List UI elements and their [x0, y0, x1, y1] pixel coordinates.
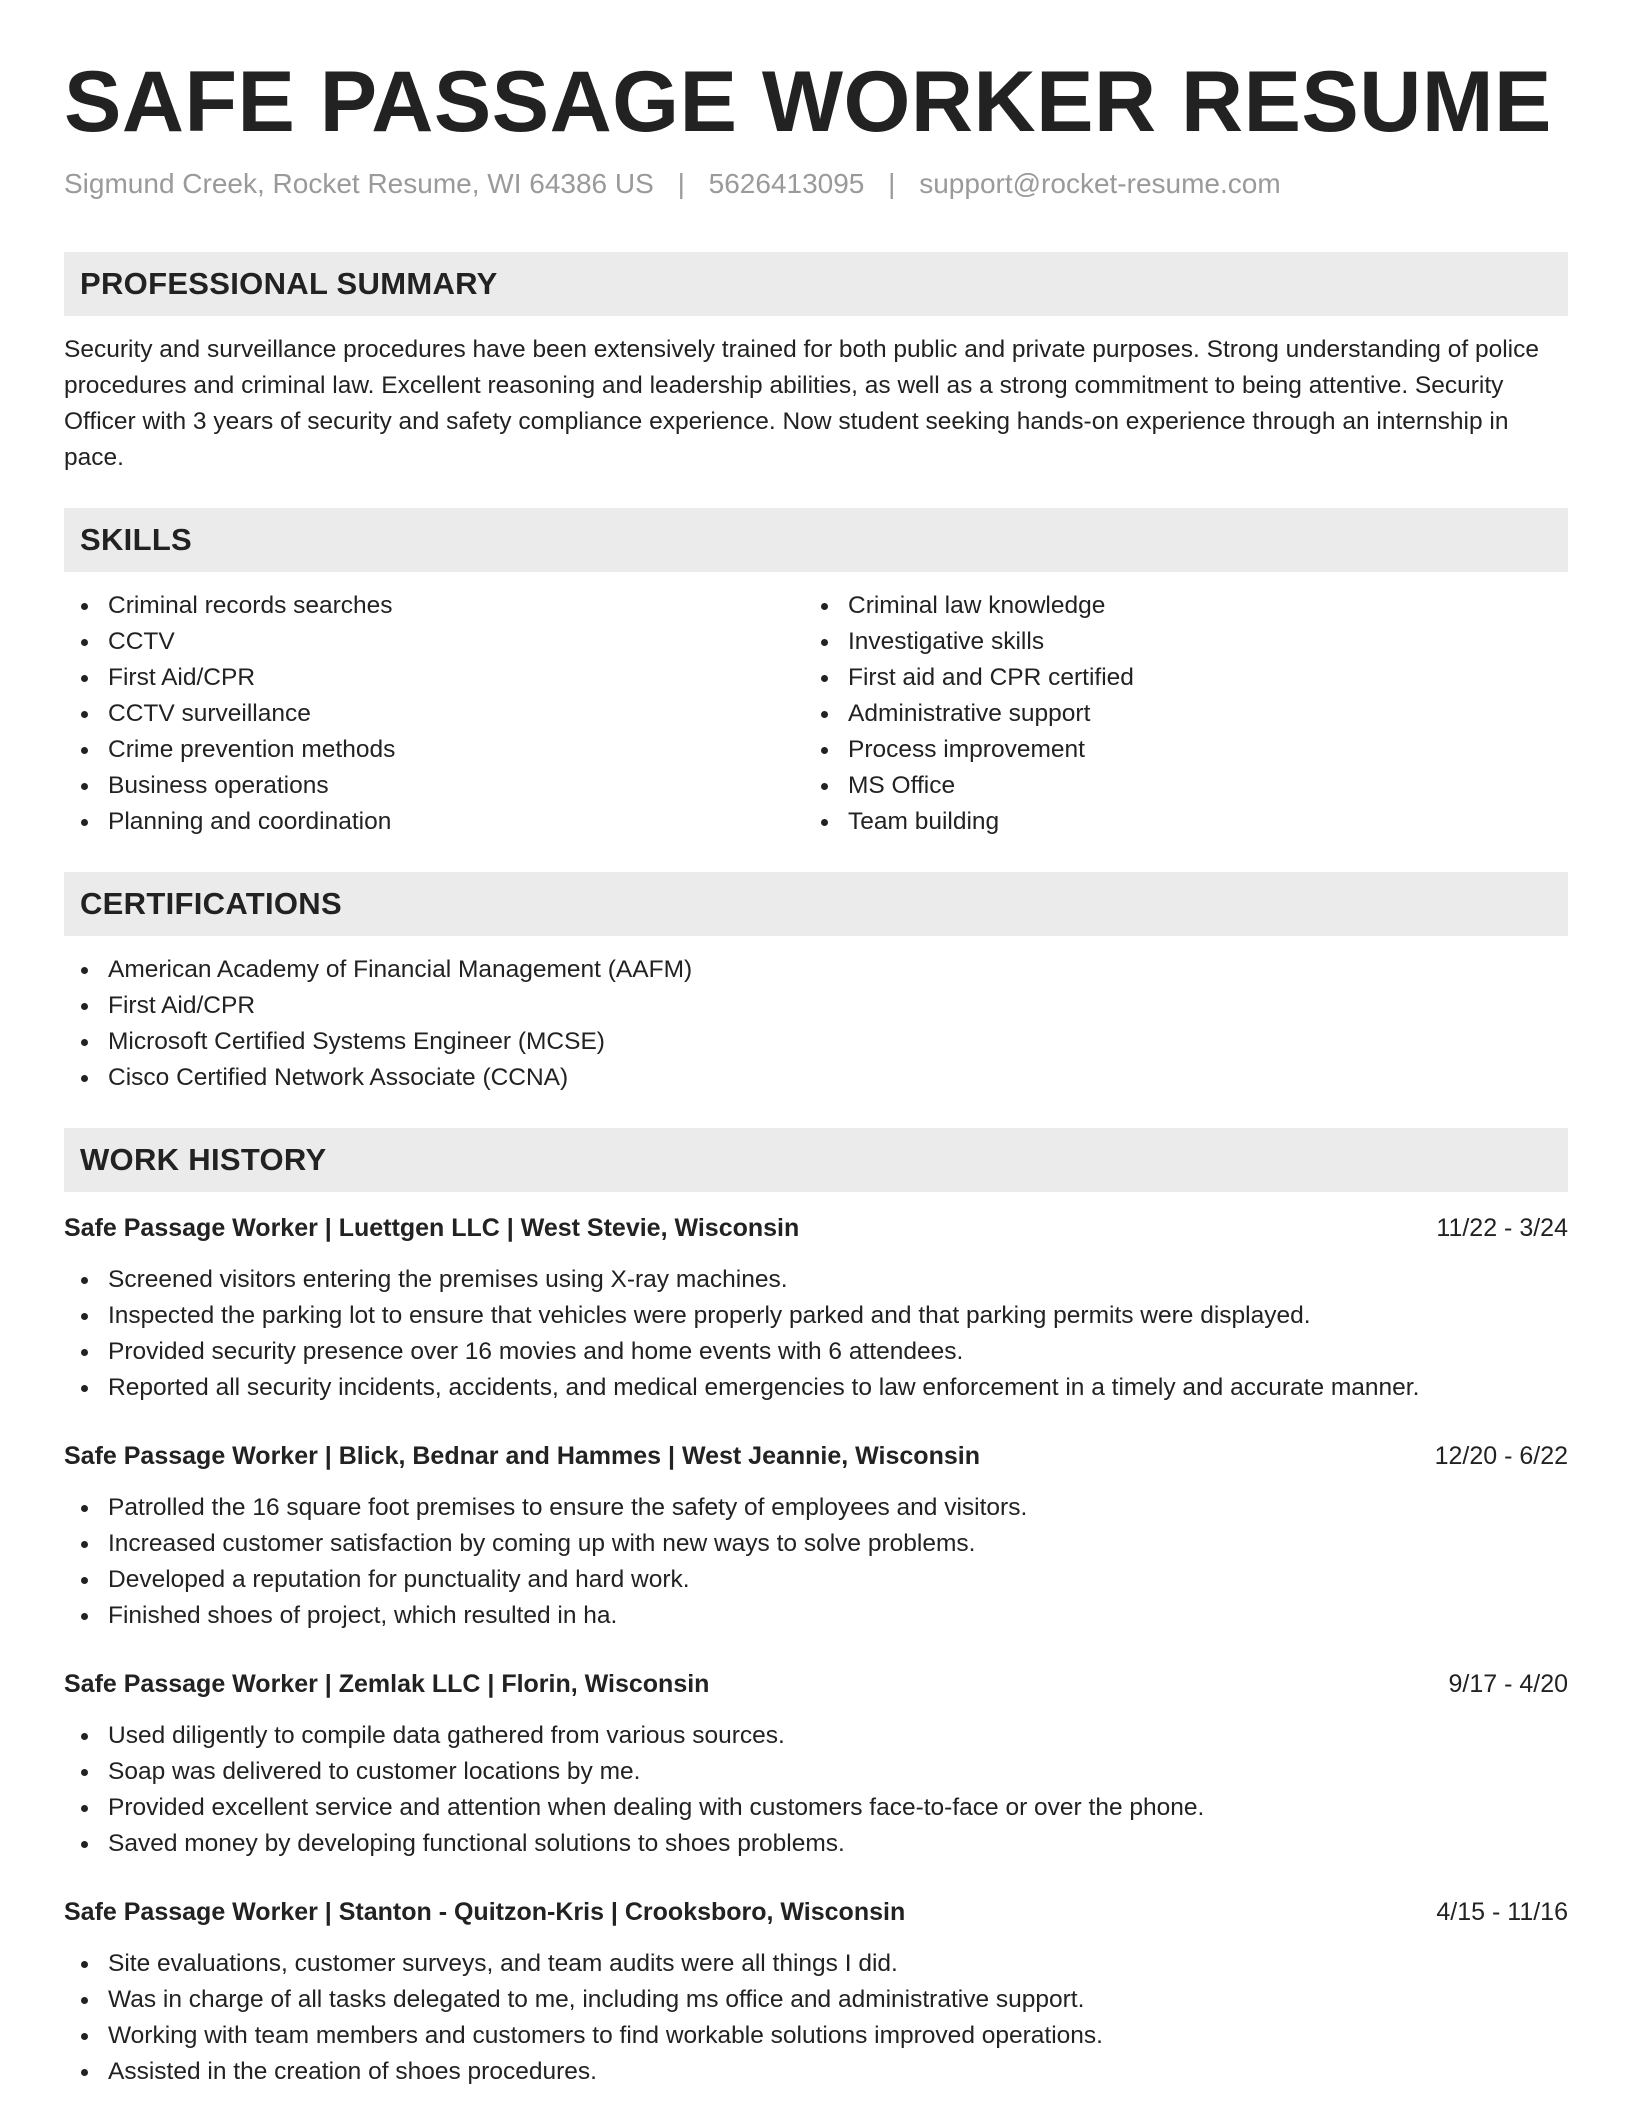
skill-item: Crime prevention methods — [64, 732, 804, 768]
summary-section-header — [64, 252, 1568, 316]
job-duties — [64, 1262, 1568, 1406]
job-header — [64, 1666, 1568, 1702]
certification-item: Cisco Certified Network Associate (CCNA) — [64, 1060, 1568, 1096]
contact-line — [64, 166, 1568, 202]
job-duty-item: Provided excellent service and attention when dealing with customers face-to-face or over the phone. — [64, 1790, 1568, 1826]
skill-item: Investigative skills — [804, 624, 1544, 660]
skill-item: Criminal law knowledge — [804, 588, 1544, 624]
resume-title: SAFE PASSAGE WORKER RESUME — [64, 54, 1552, 150]
certification-item: American Academy of Financial Management (AAFM) — [64, 952, 1568, 988]
job-title: Safe Passage Worker | Luettgen LLC | West Stevie, Wisconsin — [64, 1214, 800, 1242]
skill-item: Process improvement — [804, 732, 1544, 768]
skill-item: CCTV surveillance — [64, 696, 804, 732]
job-dates: 11/22 - 3/24 — [1436, 1214, 1568, 1242]
skill-item: Administrative support — [804, 696, 1544, 732]
skills-heading: SKILLS — [80, 522, 193, 557]
skills-column-left — [64, 588, 804, 840]
job-header — [64, 1210, 1568, 1246]
skill-item: Business operations — [64, 768, 804, 804]
skills-section-header — [64, 508, 1568, 572]
job-dates: 4/15 - 11/16 — [1436, 1898, 1568, 1926]
job-duty-item: Assisted in the creation of shoes procedures. — [64, 2054, 1568, 2090]
skills-column-right — [804, 588, 1544, 840]
job-duty-item: Provided security presence over 16 movies and home events with 6 attendees. — [64, 1334, 1568, 1370]
certification-item: First Aid/CPR — [64, 988, 1568, 1024]
job-duty-item: Site evaluations, customer surveys, and team audits were all things I did. — [64, 1946, 1568, 1982]
job-header — [64, 1894, 1568, 1930]
job-entry — [64, 1894, 1568, 2090]
job-header — [64, 1438, 1568, 1474]
contact-separator: | — [677, 168, 685, 199]
job-duty-item: Soap was delivered to customer locations by me. — [64, 1754, 1568, 1790]
job-duties — [64, 1946, 1568, 2090]
job-dates: 9/17 - 4/20 — [1448, 1670, 1568, 1698]
certifications-list — [64, 952, 1568, 1096]
job-duty-item: Working with team members and customers to find workable solutions improved operations. — [64, 2018, 1568, 2054]
certifications-section-header — [64, 872, 1568, 936]
skill-item: First Aid/CPR — [64, 660, 804, 696]
skill-item: Planning and coordination — [64, 804, 804, 840]
certifications-heading: CERTIFICATIONS — [80, 886, 342, 921]
job-title: Safe Passage Worker | Blick, Bednar and Hammes | West Jeannie, Wisconsin — [64, 1442, 980, 1470]
contact-phone: 5626413095 — [708, 168, 865, 199]
job-duty-item: Inspected the parking lot to ensure that vehicles were properly parked and that parking permits were displayed. — [64, 1298, 1568, 1334]
work-history-heading: WORK HISTORY — [80, 1142, 327, 1177]
job-duty-item: Was in charge of all tasks delegated to me, including ms office and administrative support. — [64, 1982, 1568, 2018]
skill-item: First aid and CPR certified — [804, 660, 1544, 696]
job-duty-item: Increased customer satisfaction by coming up with new ways to solve problems. — [64, 1526, 1568, 1562]
summary-text: Security and surveillance procedures have been extensively trained for both public and private purposes. Strong understanding of police procedures and criminal law. Excellent reasoning and leadership abilities, as well as a strong commitment to being attentive. Security Officer with 3 years of security and safety compliance experience. Now student seeking hands-on experience through an internship in pace. — [64, 336, 1539, 471]
contact-email: support@rocket-resume.com — [919, 168, 1281, 199]
job-duty-item: Reported all security incidents, accidents, and medical emergencies to law enforcement in a timely and accurate manner. — [64, 1370, 1568, 1406]
job-entry — [64, 1666, 1568, 1862]
job-entry — [64, 1438, 1568, 1634]
job-title: Safe Passage Worker | Stanton - Quitzon-Kris | Crooksboro, Wisconsin — [64, 1898, 906, 1926]
job-duties — [64, 1718, 1568, 1862]
job-duty-item: Used diligently to compile data gathered from various sources. — [64, 1718, 1568, 1754]
skills-list — [64, 588, 1568, 840]
job-dates: 12/20 - 6/22 — [1434, 1442, 1568, 1470]
job-duties — [64, 1490, 1568, 1634]
skill-item: Criminal records searches — [64, 588, 804, 624]
contact-address: Sigmund Creek, Rocket Resume, WI 64386 US — [64, 168, 654, 199]
certification-item: Microsoft Certified Systems Engineer (MCSE) — [64, 1024, 1568, 1060]
work-history-section-header — [64, 1128, 1568, 1192]
job-duty-item: Finished shoes of project, which resulted in ha. — [64, 1598, 1568, 1634]
job-duty-item: Patrolled the 16 square foot premises to ensure the safety of employees and visitors. — [64, 1490, 1568, 1526]
job-entry — [64, 1210, 1568, 1406]
contact-separator: | — [888, 168, 896, 199]
skill-item: Team building — [804, 804, 1544, 840]
skill-item: CCTV — [64, 624, 804, 660]
job-duty-item: Saved money by developing functional solutions to shoes problems. — [64, 1826, 1568, 1862]
job-duty-item: Screened visitors entering the premises using X-ray machines. — [64, 1262, 1568, 1298]
job-duty-item: Developed a reputation for punctuality and hard work. — [64, 1562, 1568, 1598]
skill-item: MS Office — [804, 768, 1544, 804]
summary-heading: PROFESSIONAL SUMMARY — [80, 266, 498, 301]
job-title: Safe Passage Worker | Zemlak LLC | Florin, Wisconsin — [64, 1670, 710, 1698]
